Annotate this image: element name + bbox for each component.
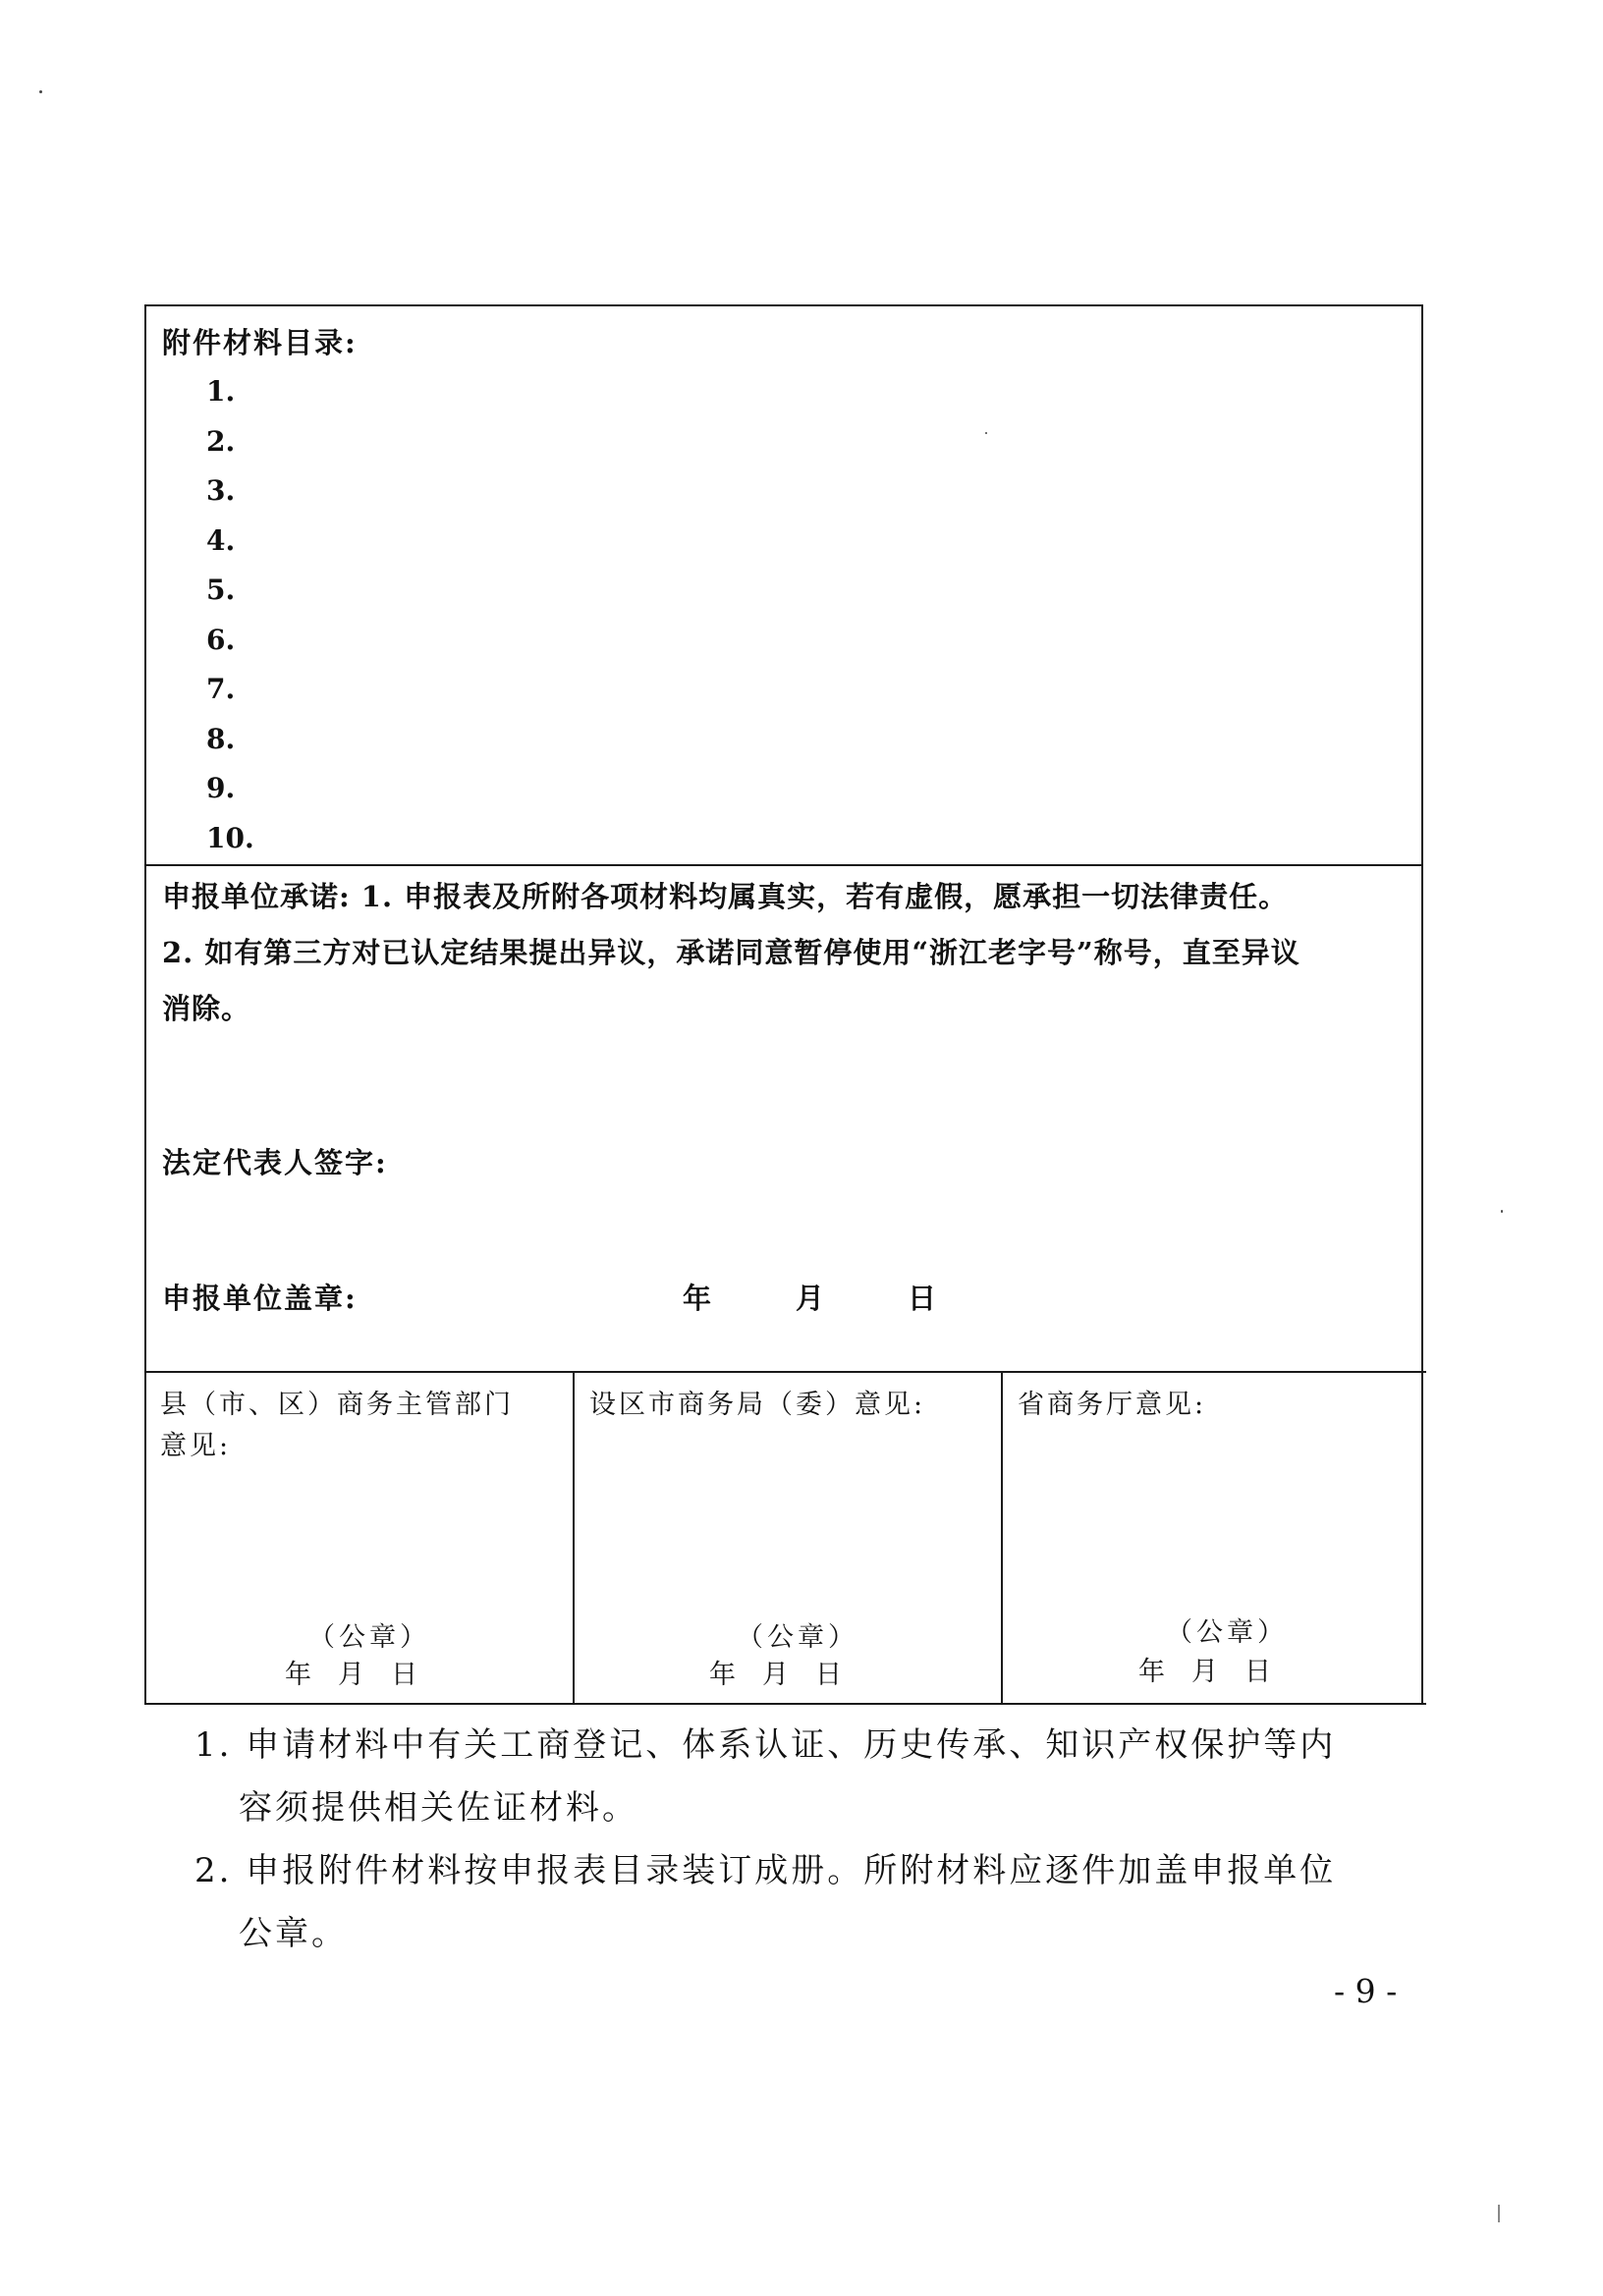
county-opinion-title-line-2: 意见:	[160, 1431, 232, 1461]
county-opinion-title	[160, 1385, 565, 1467]
legal-representative-signature-label: 法定代表人签字:	[162, 1146, 388, 1179]
applicant-seal-label: 申报单位盖章:	[162, 1282, 358, 1315]
scan-speck	[985, 432, 987, 434]
county-opinion-date: 年 月 日	[285, 1660, 417, 1690]
province-opinion-date: 年 月 日	[1138, 1657, 1271, 1687]
city-official-seal-label: （公章）	[737, 1622, 858, 1653]
section-divider-2	[144, 1371, 1426, 1373]
province-opinion-title: 省商务厅意见:	[1018, 1390, 1207, 1420]
table-left-border	[144, 304, 146, 1705]
note-item	[194, 1839, 1393, 1965]
attachment-item: 7.	[206, 673, 236, 705]
commitment-line-2: 2. 如有第三方对已认定结果提出异议，承诺同意暂停使用“浙江老字号”称号，直至异议	[162, 936, 1300, 969]
date-year-label: 年	[683, 1282, 712, 1315]
application-form-table	[144, 304, 1426, 1705]
note-2-line-2: 公章。	[239, 1914, 348, 1953]
note-1-line-1: 1. 申请材料中有关工商登记、体系认证、历史传承、知识产权保护等内	[194, 1725, 1337, 1765]
date-day-label: 日	[908, 1282, 937, 1315]
table-top-border	[144, 304, 1423, 306]
attachment-list-section	[162, 324, 1400, 863]
scan-speck	[1498, 2205, 1500, 2222]
notes-section	[194, 1714, 1393, 1965]
note-1-line-2: 容须提供相关佐证材料。	[239, 1788, 638, 1828]
attachment-item: 5.	[206, 574, 236, 606]
commitment-section	[162, 869, 1410, 1037]
note-item	[194, 1714, 1393, 1839]
county-official-seal-label: （公章）	[308, 1622, 430, 1653]
opinion-column-divider-2	[1001, 1371, 1003, 1705]
attachment-item: 1.	[206, 375, 236, 408]
attachment-list-title: 附件材料目录:	[162, 326, 358, 359]
commitment-line-3: 消除。	[162, 992, 251, 1025]
page-number: - 9 -	[1334, 1972, 1398, 2010]
attachment-item: 2.	[206, 424, 236, 458]
city-opinion-date: 年 月 日	[709, 1660, 842, 1690]
table-bottom-border	[144, 1703, 1426, 1705]
scan-speck	[39, 90, 42, 93]
attachment-item: 6.	[206, 623, 236, 656]
commitment-line-1: 申报单位承诺: 1. 申报表及所附各项材料均属真实，若有虚假，愿承担一切法律责任。	[162, 880, 1289, 913]
attachment-item: 3.	[206, 474, 236, 507]
province-official-seal-label: （公章）	[1166, 1617, 1288, 1648]
attachment-item: 9.	[206, 772, 236, 804]
section-divider-1	[144, 864, 1423, 866]
attachment-item: 4.	[206, 523, 236, 557]
attachment-item: 8.	[206, 722, 236, 755]
attachment-items	[162, 367, 1400, 863]
scan-speck	[1501, 1210, 1503, 1213]
note-2-line-1: 2. 申报附件材料按申报表目录装订成册。所附材料应逐件加盖申报单位	[194, 1851, 1337, 1890]
table-right-border	[1421, 304, 1423, 1705]
county-opinion-title-line-1: 县（市、区）商务主管部门	[160, 1390, 514, 1420]
opinion-column-divider-1	[573, 1371, 575, 1705]
city-opinion-title: 设区市商务局（委）意见:	[589, 1390, 926, 1420]
attachment-item: 10.	[206, 821, 254, 854]
date-month-label: 月	[796, 1282, 825, 1315]
